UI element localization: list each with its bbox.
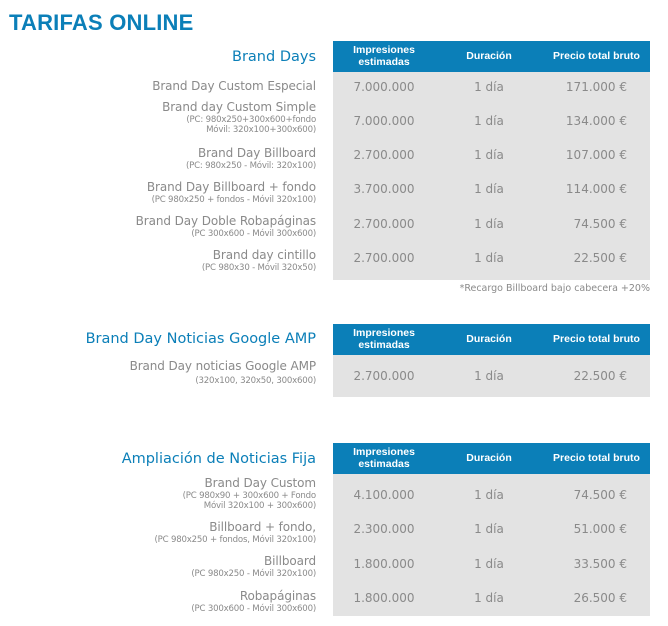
impressions-value: 7.000.000: [353, 80, 415, 94]
footnote: *Recargo Billboard bajo cabecera +20%: [459, 283, 650, 294]
header-price: Precio total bruto: [553, 49, 640, 62]
header-impressions: Impresiones estimadas: [353, 446, 415, 470]
row-label: Billboard: [264, 554, 316, 568]
page-title: TARIFAS ONLINE: [9, 10, 194, 35]
row-label: Brand Day Doble Robapáginas: [135, 214, 316, 228]
row-sublabel: (PC: 980x250+300x600+fondo: [186, 115, 316, 125]
price-value: 22.500 €: [573, 251, 627, 265]
price-value: 107.000 €: [565, 148, 627, 162]
duration-value: 1 día: [474, 80, 504, 94]
duration-value: 1 día: [474, 114, 504, 128]
price-value: 171.000 €: [565, 80, 627, 94]
table-body: [333, 72, 650, 280]
row-sublabel: Móvil 320x100 + 300x600): [203, 501, 316, 511]
row-sublabel: (PC 980x30 - Móvil 320x50): [201, 263, 316, 273]
duration-value: 1 día: [474, 369, 504, 383]
impressions-value: 7.000.000: [353, 114, 415, 128]
row-sublabel: (320x100, 320x50, 300x600): [195, 376, 316, 386]
row-sublabel: (PC 300x600 - Móvil 300x600): [191, 229, 316, 239]
duration-value: 1 día: [474, 217, 504, 231]
row-sublabel: (PC 980x250 - Móvil 320x100): [191, 569, 316, 579]
row-label: Brand day cintillo: [212, 248, 316, 262]
duration-value: 1 día: [474, 591, 504, 605]
duration-value: 1 día: [474, 557, 504, 571]
table-header: [333, 41, 650, 72]
header-duration: Duración: [466, 49, 512, 62]
impressions-value: 2.700.000: [353, 217, 415, 231]
price-value: 114.000 €: [565, 182, 627, 196]
duration-value: 1 día: [474, 251, 504, 265]
row-label: Billboard + fondo,: [209, 520, 316, 534]
row-sublabel: (PC 980x250 + fondos, Móvil 320x100): [154, 535, 316, 545]
row-label: Brand Day Billboard + fondo: [146, 180, 316, 194]
price-value: 74.500 €: [573, 217, 627, 231]
section-title: Brand Day Noticias Google AMP: [85, 331, 316, 347]
price-value: 134.000 €: [565, 114, 627, 128]
impressions-value: 2.700.000: [353, 369, 415, 383]
header-duration: Duración: [466, 332, 512, 345]
impressions-value: 1.800.000: [353, 557, 415, 571]
row-label: Brand day Custom Simple: [162, 100, 316, 114]
header-duration: Duración: [466, 451, 512, 464]
impressions-value: 2.700.000: [353, 251, 415, 265]
impressions-value: 1.800.000: [353, 591, 415, 605]
header-impressions: Impresiones estimadas: [353, 327, 415, 351]
price-value: 33.500 €: [573, 557, 627, 571]
price-value: 74.500 €: [573, 488, 627, 502]
row-sublabel: (PC: 980x250 - Móvil: 320x100): [185, 161, 316, 171]
row-label: Brand Day Custom Especial: [152, 79, 316, 93]
table-header: [333, 443, 650, 474]
impressions-value: 3.700.000: [353, 182, 415, 196]
section-title: Brand Days: [232, 49, 316, 65]
price-value: 26.500 €: [573, 591, 627, 605]
impressions-value: 4.100.000: [353, 488, 415, 502]
header-price: Precio total bruto: [553, 332, 640, 345]
impressions-value: 2.700.000: [353, 148, 415, 162]
impressions-value: 2.300.000: [353, 522, 415, 536]
header-price: Precio total bruto: [553, 451, 640, 464]
row-sublabel: (PC 980x250 + fondos - Móvil 320x100): [151, 195, 316, 205]
header-impressions: Impresiones estimadas: [353, 44, 415, 68]
section-title: Ampliación de Noticias Fija: [121, 451, 316, 467]
row-sublabel: (PC 300x600 - Móvil 300x600): [191, 604, 316, 614]
price-value: 22.500 €: [573, 369, 627, 383]
table-header: [333, 324, 650, 355]
row-label: Brand Day Billboard: [197, 146, 316, 160]
duration-value: 1 día: [474, 148, 504, 162]
duration-value: 1 día: [474, 522, 504, 536]
duration-value: 1 día: [474, 182, 504, 196]
row-label: Brand Day Custom: [204, 476, 316, 490]
row-label: Brand Day noticias Google AMP: [129, 359, 316, 373]
row-sublabel: (PC 980x90 + 300x600 + Fondo: [182, 491, 316, 501]
price-value: 51.000 €: [573, 522, 627, 536]
row-sublabel: Móvil: 320x100+300x600): [206, 125, 316, 135]
row-label: Robapáginas: [239, 589, 316, 603]
duration-value: 1 día: [474, 488, 504, 502]
